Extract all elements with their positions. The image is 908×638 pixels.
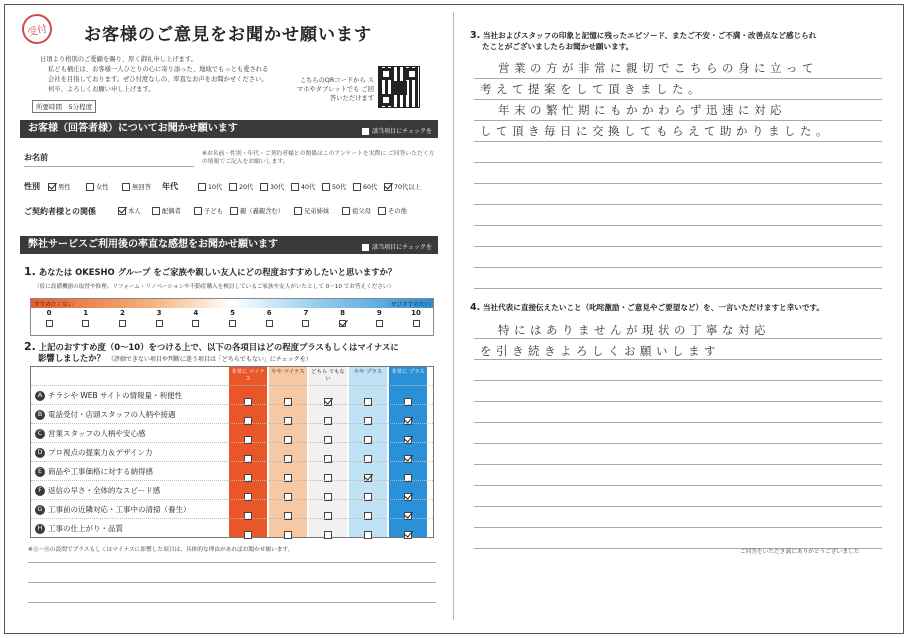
matrix-cell[interactable] [389, 524, 427, 543]
checkbox[interactable] [48, 183, 56, 191]
qr-caption: こちらのQRコードから スマホやタブレットでも ご回答いただけます [296, 77, 374, 102]
question-number: 2. [24, 340, 36, 353]
relation-option[interactable] [152, 206, 181, 215]
checkbox[interactable] [404, 531, 412, 539]
relation-option-label: 子ども [204, 208, 223, 215]
section-title: お客様（回答者様）についてお聞かせ願います [28, 123, 238, 134]
answer-line [474, 359, 882, 360]
answer-line [474, 464, 882, 465]
checkbox[interactable] [324, 531, 332, 539]
age-option[interactable] [384, 182, 421, 191]
answer-line [474, 99, 882, 100]
scale-number: 9 [376, 309, 382, 317]
answer-line [474, 120, 882, 121]
age-option-label: 10代 [208, 184, 223, 191]
relation-label: ご契約者様との関係 [24, 207, 96, 216]
checkbox[interactable] [198, 183, 206, 191]
question-2-sub: （評価できない項目や判断に迷う項目は「どちらでもない」にチェックを） [107, 356, 312, 363]
intro-text [40, 55, 280, 95]
item-letter-icon: B [35, 410, 45, 420]
scale-option[interactable] [361, 309, 397, 327]
checkbox[interactable] [230, 207, 238, 215]
answer-line [474, 225, 882, 226]
checkbox[interactable] [118, 207, 126, 215]
item-letter-icon: A [35, 391, 45, 401]
answer-line [474, 267, 882, 268]
relation-option-label: 祖父母 [352, 208, 371, 215]
received-stamp: 受付 [19, 11, 55, 47]
answer-line [474, 246, 882, 247]
intro-line: 私ども桶庄は、お客様一人ひとりの心に寄り添った、地域でもっとも愛される [48, 66, 269, 73]
checkbox[interactable] [86, 183, 94, 191]
checkbox[interactable] [46, 320, 53, 327]
checkbox[interactable] [122, 183, 130, 191]
matrix-cell[interactable] [269, 524, 307, 543]
scale-number: 7 [303, 309, 309, 317]
scale-number: 8 [340, 309, 346, 317]
handwritten-answer: して頂き毎日に交換してもらえて助かりました。 [480, 124, 832, 138]
duration-badge: 所要時間 5分程度 [32, 100, 96, 113]
scale-high-label: ぜひすすめたい [390, 302, 430, 308]
item-label: 商品や工事価格に対する納得感 [48, 467, 153, 476]
handwritten-answer: 特にはありませんが現状の丁寧な対応 [498, 323, 770, 337]
matrix-row-label [35, 447, 152, 458]
scale-option[interactable] [398, 309, 434, 327]
question-text: 当社およびスタッフの印象と記憶に残ったエピソード、またご不安・ご不満・改善点など感じられ [482, 31, 817, 40]
scale-gradient [31, 299, 433, 308]
relation-option-label: 兄弟姉妹 [304, 208, 330, 215]
customer-section-header [20, 120, 438, 138]
scale-option[interactable] [104, 309, 140, 327]
age-option-label: 30代 [270, 184, 285, 191]
scale-number: 6 [266, 309, 272, 317]
question-number: 3. [470, 30, 481, 41]
scale-number: 2 [119, 309, 125, 317]
item-label: 工事前の近隣対応・工事中の清掃（養生） [48, 505, 191, 514]
intro-line: 会社を目指しております。ぜひ忖度なしの、率直なお声をお聞かせください。 [48, 76, 268, 83]
scale-option[interactable] [178, 309, 214, 327]
checkbox[interactable] [152, 207, 160, 215]
checkbox-icon [362, 244, 369, 251]
section-title: 弊社サービスご利用後の率直な感想をお聞かせ願います [28, 239, 278, 250]
answer-line [474, 422, 882, 423]
matrix-row [31, 385, 433, 404]
handwritten-answer: 考えて提案をして頂きました。 [480, 82, 704, 96]
checkbox[interactable] [302, 320, 309, 327]
matrix-column-header: 非常に マイナス [231, 369, 265, 382]
scale-low-label: すすめたくない [34, 302, 74, 308]
age-option[interactable] [229, 182, 253, 191]
matrix-row [31, 480, 433, 499]
item-label: 営業スタッフの人柄や安心感 [48, 429, 146, 438]
age-option[interactable] [353, 182, 377, 191]
matrix-row [31, 518, 433, 537]
question-number: 4. [470, 302, 481, 313]
scale-number: 5 [230, 309, 235, 317]
question-text: あなたは OKESHO グループ をご家族や親しい友人にどの程度おすすめしたいと思いますか？ [38, 267, 397, 277]
scale-number: 0 [46, 309, 52, 317]
item-letter-icon: E [35, 467, 45, 477]
checkbox[interactable] [291, 183, 299, 191]
item-label: チラシや WEB サイトの情報量・利便性 [48, 391, 183, 400]
age-option[interactable] [291, 182, 315, 191]
question-text: 上記のおすすめ度（0〜10）をつける上で、以下の各項目はどの程度プラスもしくはマイナスに [38, 342, 399, 352]
checkbox[interactable] [294, 207, 302, 215]
item-label: プロ視点の提案力＆デザイン力 [48, 448, 153, 457]
gender-option[interactable] [48, 182, 71, 191]
checkbox[interactable] [413, 320, 420, 327]
checkbox[interactable] [229, 320, 236, 327]
reason-line[interactable] [28, 562, 436, 563]
check-hint-text: 該当項目にチェックを [372, 128, 432, 135]
scale-option[interactable] [31, 309, 67, 327]
name-label: お名前 [24, 153, 48, 162]
item-label: 工事の仕上がり・品質 [48, 524, 123, 533]
question-3 [470, 30, 816, 52]
column-divider [453, 12, 454, 620]
matrix-row-label [35, 409, 176, 420]
gender-option[interactable] [122, 182, 151, 191]
matrix-column-header: やや マイナス [271, 369, 305, 375]
age-option-label: 70代以上 [394, 184, 421, 191]
checkbox[interactable] [229, 183, 237, 191]
matrix-row [31, 499, 433, 518]
scale-number: 4 [193, 309, 199, 317]
page-title: お客様のご意見をお聞かせ願います [84, 25, 372, 45]
item-letter-icon: D [35, 448, 45, 458]
handwritten-answer: を引き続きよろしくお願いします [480, 344, 720, 358]
checkbox[interactable] [266, 320, 273, 327]
question-text: 影響しましたか？ [38, 353, 105, 363]
matrix-row-label [35, 485, 160, 496]
handwritten-answer: 営業の方が非常に親切でこちらの身に立って [498, 61, 818, 75]
answer-line [474, 401, 882, 402]
check-hint [362, 123, 432, 141]
matrix-row [31, 461, 433, 480]
checkbox[interactable] [119, 320, 126, 327]
item-letter-icon: G [35, 505, 45, 515]
answer-line [474, 141, 882, 142]
matrix-row-label [35, 523, 123, 534]
matrix-row [31, 423, 433, 442]
relation-option[interactable] [194, 206, 223, 215]
scale-option[interactable] [288, 309, 324, 327]
matrix-cell[interactable] [229, 524, 267, 543]
relation-option[interactable] [342, 206, 371, 215]
intro-line: 日頃より格別のご愛顧を賜り、厚く御礼申し上げます。 [40, 56, 197, 63]
relation-option-label: 配偶者 [162, 208, 181, 215]
matrix-row-label [35, 466, 153, 477]
question-2-line2 [38, 352, 312, 364]
matrix-row [31, 442, 433, 461]
reason-line[interactable] [28, 582, 436, 583]
age-option-label: 40代 [301, 184, 316, 191]
matrix-footnote: ※Ⓐ〜Ⓗの設問でプラスもしくはマイナスに影響した項目は、具体的な理由があればお聞かせ願います。 [28, 547, 294, 553]
answer-line [474, 380, 882, 381]
age-label: 年代 [162, 182, 178, 191]
answer-line [474, 78, 882, 79]
checkbox-icon [362, 128, 369, 135]
scale-number: 10 [411, 309, 421, 317]
answer-line [474, 506, 882, 507]
gender-option-label: 無回答 [132, 184, 151, 191]
matrix-column-header: どちら でもない [311, 369, 345, 382]
scale-option[interactable] [68, 309, 104, 327]
checkbox[interactable] [284, 531, 292, 539]
influence-matrix [30, 366, 434, 538]
qr-code-icon[interactable] [378, 66, 420, 108]
privacy-note: ※お名前・性別・年代・ご契約者様との関係はこのアンケートを実際に ご回答いただく方の情報でご記入をお願いします。 [202, 151, 435, 165]
reason-line[interactable] [28, 602, 436, 603]
question-number: 1. [24, 265, 36, 278]
handwritten-answer: 年末の繁忙期にもかかわらず迅速に対応 [498, 103, 786, 117]
answer-line [474, 288, 882, 289]
relation-option-label: 本人 [128, 208, 141, 215]
relation-option-label: 親（義親含む） [240, 208, 285, 215]
age-option-label: 20代 [239, 184, 254, 191]
checkbox[interactable] [376, 320, 383, 327]
question-1 [24, 265, 396, 278]
check-hint [362, 239, 432, 257]
question-4 [470, 302, 824, 313]
answer-line [474, 527, 882, 528]
answer-line [474, 162, 882, 163]
checkbox[interactable] [339, 320, 346, 327]
checkbox[interactable] [156, 320, 163, 327]
checkbox[interactable] [82, 320, 89, 327]
matrix-row-label [35, 504, 191, 515]
checkbox[interactable] [244, 531, 252, 539]
scale-number: 1 [83, 309, 89, 317]
item-letter-icon: H [35, 524, 45, 534]
answer-line [474, 485, 882, 486]
checkbox[interactable] [342, 207, 350, 215]
checkbox[interactable] [353, 183, 361, 191]
scale-option[interactable] [251, 309, 287, 327]
matrix-column-header: やや プラス [353, 369, 382, 375]
checkbox[interactable] [384, 183, 392, 191]
answer-line [474, 443, 882, 444]
age-option-label: 60代 [363, 184, 378, 191]
checkbox[interactable] [364, 531, 372, 539]
relation-option[interactable] [118, 206, 141, 215]
scale-number: 3 [156, 309, 162, 317]
checkbox[interactable] [192, 320, 199, 327]
checkbox[interactable] [378, 207, 386, 215]
checkbox[interactable] [194, 207, 202, 215]
question-1-sub: （仮に設備機器の取替や修理、リフォーム・リノベーションや不動産購入を検討しているご家族や友人がいたとして 0〜10 でお答えください） [34, 284, 395, 290]
intro-line: 何卒、よろしくお願い申し上げます。 [48, 86, 155, 93]
matrix-cell[interactable] [309, 524, 347, 543]
age-option[interactable] [198, 182, 222, 191]
matrix-row-label [35, 428, 146, 439]
question-text: 当社代表に直接伝えたいこと（叱咤激励・ご意見やご要望など）を、一言いただけますと幸いです。 [482, 303, 824, 312]
relation-option[interactable] [230, 206, 284, 215]
impression-section-header [20, 236, 438, 254]
answer-line [474, 183, 882, 184]
answer-line [474, 338, 882, 339]
recommend-scale [30, 298, 434, 336]
relation-option-label: その他 [388, 208, 407, 215]
scale-option[interactable] [325, 309, 361, 327]
relation-option[interactable] [294, 206, 329, 215]
age-option[interactable] [322, 182, 346, 191]
checkbox[interactable] [260, 183, 268, 191]
item-label: 電話受付・店頭スタッフの人柄や接遇 [48, 410, 176, 419]
item-label: 返信の早さ・全体的なスピード感 [48, 486, 161, 495]
matrix-column-header: 非常に プラス [391, 369, 425, 375]
matrix-row-label [35, 390, 182, 401]
age-option[interactable] [260, 182, 284, 191]
check-hint-text: 該当項目にチェックを [372, 244, 432, 251]
matrix-row [31, 404, 433, 423]
gender-option-label: 男性 [58, 184, 71, 191]
relation-option[interactable] [378, 206, 407, 215]
gender-label: 性別 [24, 182, 40, 191]
age-option-label: 50代 [332, 184, 347, 191]
item-letter-icon: C [35, 429, 45, 439]
answer-line [474, 204, 882, 205]
name-field[interactable] [24, 166, 194, 167]
gender-option-label: 女性 [96, 184, 109, 191]
thanks-note: ご回答をいただき誠にありがとうございました [740, 549, 860, 555]
matrix-cell[interactable] [349, 524, 387, 543]
scale-option[interactable] [215, 309, 251, 327]
checkbox[interactable] [322, 183, 330, 191]
gender-option[interactable] [86, 182, 109, 191]
item-letter-icon: F [35, 486, 45, 496]
question-text: たことがございましたらお聞かせ願います。 [482, 42, 634, 51]
scale-option[interactable] [141, 309, 177, 327]
